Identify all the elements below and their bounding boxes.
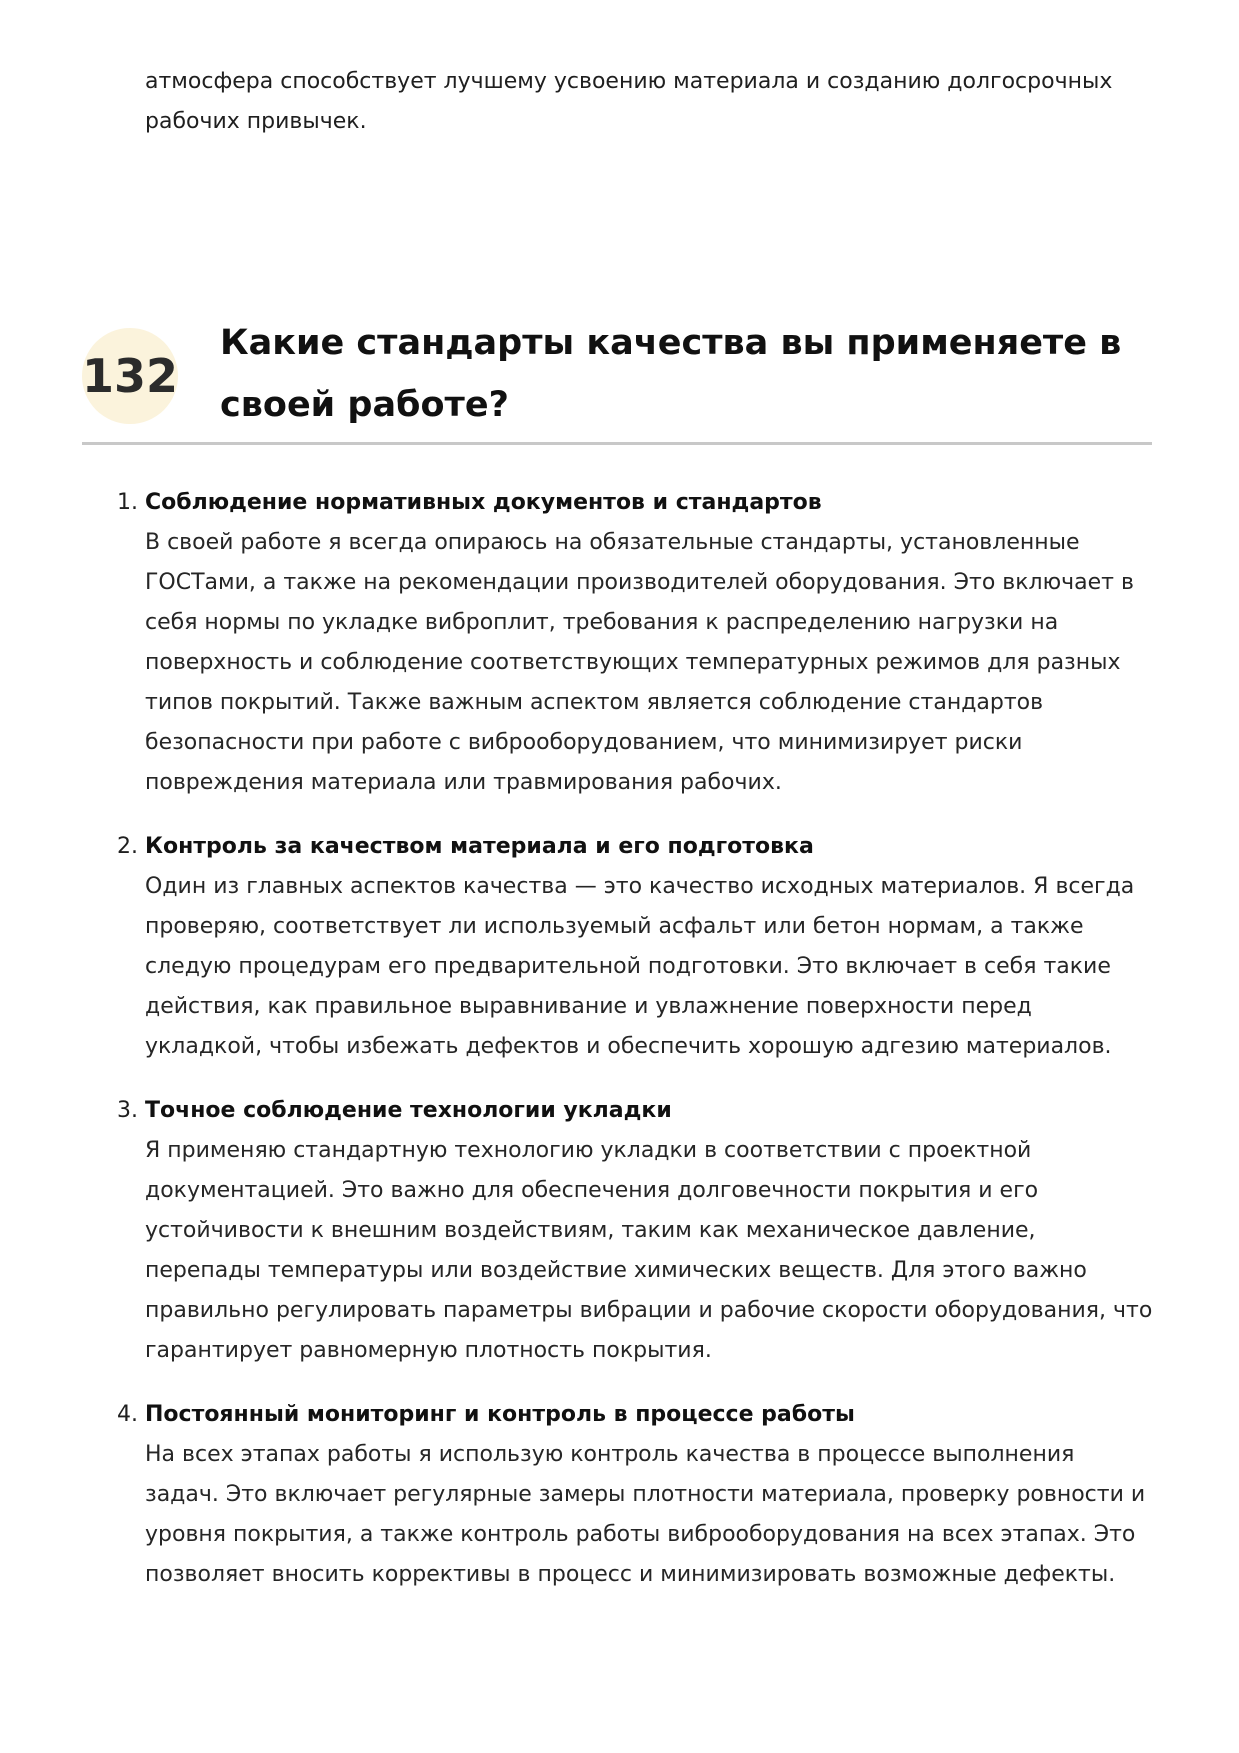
list-item-number: 3. xyxy=(117,1098,138,1123)
list-item-title: Точное соблюдение технологии укладки xyxy=(145,1098,672,1123)
answer-list xyxy=(117,483,1155,1619)
list-item xyxy=(117,483,1155,803)
intro-paragraph: атмосфера способствует лучшему усвоению материала и созданию долгосрочных рабочих привычек. xyxy=(145,69,1113,134)
list-item-body: В своей работе я всегда опираюсь на обязательные стандарты, установленные ГОСТами, а также на рекомендации производителей оборудования. Это включает в себя нормы по укладке виброплит, требования к распределению нагрузки на поверхность и соблюдение соответствующих температурных режимов для разных типов покрытий. Также важным аспектом является соблюдение стандартов безопасности при работе с виброоборудованием, что минимизирует риски повреждения материала или травмирования рабочих. xyxy=(145,530,1134,795)
list-item-body: На всех этапах работы я использую контроль качества в процессе выполнения задач. Это включает регулярные замеры плотности материала, проверку ровности и уровня покрытия, а также контроль работы виброоборудования на всех этапах. Это позволяет вносить коррективы в процесс и минимизировать возможные дефекты. xyxy=(145,1442,1146,1587)
list-item-title: Соблюдение нормативных документов и стандартов xyxy=(145,490,822,515)
list-item-title: Постоянный мониторинг и контроль в процессе работы xyxy=(145,1402,855,1427)
list-item xyxy=(117,1395,1155,1595)
list-item-number: 4. xyxy=(117,1402,138,1427)
list-item-body: Я применяю стандартную технологию укладки в соответствии с проектной документацией. Это важно для обеспечения долговечности покрытия и его устойчивости к внешним воздействиям, таким как механическое давление, перепады температуры или воздействие химических веществ. Для этого важно правильно регулировать параметры вибрации и рабочие скорости оборудования, что гарантирует равномерную плотность покрытия. xyxy=(145,1138,1153,1363)
question-number-badge: 132 xyxy=(82,328,178,424)
question-title: Какие стандарты качества вы применяете в своей работе? xyxy=(220,323,1122,425)
list-item-number: 1. xyxy=(117,490,138,515)
list-item-title: Контроль за качеством материала и его подготовка xyxy=(145,834,814,859)
list-item xyxy=(117,827,1155,1067)
list-item-number: 2. xyxy=(117,834,138,859)
list-item xyxy=(117,1091,1155,1371)
question-header xyxy=(82,318,1152,445)
list-item-body: Один из главных аспектов качества — это качество исходных материалов. Я всегда проверяю, соответствует ли используемый асфальт или бетон нормам, а также следую процедурам его предварительной подготовки. Это включает в себя такие действия, как правильное выравнивание и увлажнение поверхности перед укладкой, чтобы избежать дефектов и обеспечить хорошую адгезию материалов. xyxy=(145,874,1135,1059)
